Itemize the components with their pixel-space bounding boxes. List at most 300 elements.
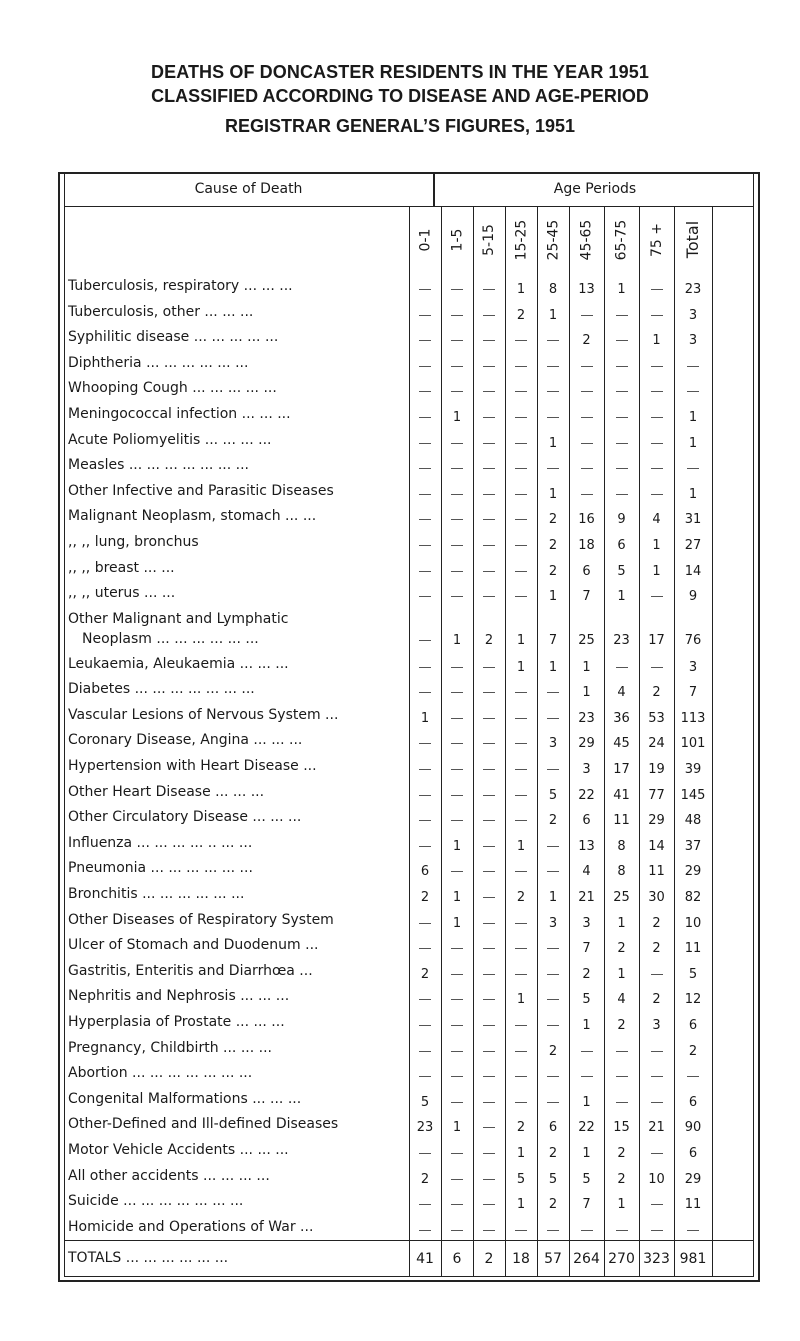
table-cell <box>441 1069 473 1084</box>
empty-dash <box>687 391 699 392</box>
table-cell <box>569 359 604 374</box>
empty-dash <box>547 1230 559 1231</box>
empty-dash <box>581 366 593 367</box>
table-cell: 1 <box>548 307 558 323</box>
table-cell: 2 <box>688 1043 698 1059</box>
table-cell: 1 <box>548 435 558 451</box>
table-cell: 29 <box>648 813 665 829</box>
table-cell: 6 <box>688 1018 698 1033</box>
table-cell: 29 <box>578 736 595 752</box>
table-cell: 1 <box>582 1094 591 1110</box>
table-cell <box>473 992 505 1007</box>
totals-cell: 6 <box>452 1251 462 1267</box>
cause-text: Vascular Lesions of Nervous System ... <box>68 706 339 723</box>
table-cell <box>473 890 505 905</box>
table-cell <box>441 1095 473 1110</box>
table-cell <box>441 1044 473 1059</box>
table-cell: 22 <box>578 1120 595 1136</box>
empty-dash <box>651 1076 663 1077</box>
empty-dash <box>515 871 527 872</box>
table-cell <box>537 1223 569 1238</box>
table-cell: 2 <box>617 941 626 957</box>
cause-text: Homicide and Operations of War ... <box>68 1218 314 1235</box>
table-cell: 2 <box>582 333 591 349</box>
empty-dash <box>651 667 663 668</box>
table-cell <box>473 1146 505 1161</box>
cause-text: Other Infective and Parasitic Diseases <box>68 482 334 499</box>
table-cell: 25 <box>578 632 595 648</box>
cause-label <box>68 784 408 800</box>
table-cell <box>473 333 505 348</box>
table-cell <box>441 864 473 879</box>
table-cell: 2 <box>420 1171 430 1187</box>
empty-dash <box>687 1230 699 1231</box>
table-cell <box>569 1069 604 1084</box>
table-cell: 1 <box>452 410 462 425</box>
table-cell <box>473 487 505 502</box>
table-cell: 2 <box>420 966 430 982</box>
table-cell <box>505 359 537 374</box>
column-header <box>569 207 604 272</box>
table-cell <box>505 589 537 604</box>
empty-dash <box>651 1102 663 1103</box>
table-cell <box>505 436 537 451</box>
table-cell: 9 <box>688 589 698 605</box>
column-header-label: 1-5 <box>449 228 465 251</box>
table-cell <box>409 1044 441 1059</box>
table-cell <box>473 308 505 323</box>
table-cell: 2 <box>516 307 526 323</box>
column-header-label: 75 + <box>648 222 665 257</box>
empty-dash <box>451 1102 463 1103</box>
table-cell: 1 <box>688 486 698 502</box>
empty-dash <box>616 1102 628 1103</box>
table-cell <box>409 992 441 1007</box>
table-cell: 6 <box>582 563 591 579</box>
table-cell: 2 <box>548 1146 558 1161</box>
empty-dash <box>651 366 663 367</box>
table-cell <box>473 1120 505 1135</box>
table-cell: 2 <box>420 890 430 905</box>
table-cell <box>473 436 505 451</box>
cause-text: Suicide ... ... ... ... ... ... ... <box>68 1193 244 1210</box>
empty-dash <box>451 468 463 469</box>
empty-dash <box>483 366 495 367</box>
empty-dash <box>616 366 628 367</box>
table-cell <box>441 1197 473 1212</box>
table-cell <box>505 813 537 828</box>
table-cell <box>441 1018 473 1033</box>
table-cell: 11 <box>648 864 665 880</box>
table-cell <box>441 660 473 675</box>
empty-dash <box>547 468 559 469</box>
cause-text: Congenital Malformations ... ... ... <box>68 1090 302 1107</box>
table-cell <box>639 436 674 451</box>
table-cell <box>409 589 441 604</box>
table-cell <box>639 1197 674 1212</box>
empty-dash <box>451 1076 463 1077</box>
table-cell <box>409 941 441 956</box>
empty-dash <box>515 769 527 770</box>
empty-dash <box>515 468 527 469</box>
empty-dash <box>419 417 431 418</box>
empty-dash <box>451 948 463 949</box>
table-cell <box>604 461 639 476</box>
table-cell: 3 <box>548 736 558 752</box>
empty-dash <box>451 315 463 316</box>
table-cell: 1 <box>452 632 462 648</box>
table-cell: 25 <box>613 890 630 905</box>
empty-dash <box>483 289 495 290</box>
table-cell: 29 <box>684 1171 702 1187</box>
empty-dash <box>419 571 431 572</box>
empty-dash <box>651 596 663 597</box>
cause-text: Tuberculosis, respiratory ... ... ... <box>68 278 293 294</box>
table-cell: 23 <box>578 710 595 726</box>
table-cell <box>409 487 441 502</box>
empty-dash <box>515 340 527 341</box>
empty-dash <box>483 974 495 975</box>
empty-dash <box>651 494 663 495</box>
table-cell: 5 <box>582 992 591 1008</box>
empty-dash <box>515 718 527 719</box>
column-header-label: Total <box>683 220 703 259</box>
table-cell: 1 <box>516 632 526 648</box>
cause-label <box>68 1116 408 1132</box>
table-cell: 1 <box>516 992 526 1008</box>
table-cell <box>409 660 441 675</box>
table-cell: 2 <box>652 992 661 1008</box>
column-header <box>674 207 712 272</box>
cause-label <box>68 611 408 647</box>
cause-label <box>68 304 408 320</box>
cause-text: ,, ,, uterus ... ... <box>68 585 176 602</box>
empty-dash <box>419 923 431 924</box>
table-cell <box>639 1146 674 1161</box>
table-cell <box>409 282 441 297</box>
cause-text: ,, ,, breast ... ... <box>68 559 175 576</box>
empty-dash <box>451 795 463 796</box>
table-cell <box>639 967 674 982</box>
table-cell: 2 <box>548 813 558 829</box>
table-cell: 1 <box>582 685 591 701</box>
table-cell <box>505 916 537 931</box>
empty-dash <box>547 417 559 418</box>
empty-dash <box>483 443 495 444</box>
table-cell <box>409 436 441 451</box>
column-header-label: 45-65 <box>578 219 595 260</box>
table-cell <box>473 685 505 700</box>
empty-dash <box>547 999 559 1000</box>
table-cell: 2 <box>548 512 558 528</box>
empty-dash <box>616 417 628 418</box>
empty-dash <box>651 289 663 290</box>
table-cell <box>473 589 505 604</box>
table-cell: 1 <box>548 659 558 675</box>
table-cell <box>409 1069 441 1084</box>
table-cell <box>473 788 505 803</box>
column-header <box>639 207 674 272</box>
table-cell <box>604 359 639 374</box>
table-cell: 5 <box>420 1094 430 1110</box>
table-cell: 4 <box>652 512 661 528</box>
table-cell: 6 <box>582 813 591 829</box>
table-cell <box>505 788 537 803</box>
table-cell <box>505 711 537 726</box>
table-cell: 90 <box>684 1120 702 1136</box>
cause-text: ,, ,, lung, bronchus <box>68 534 199 550</box>
table-cell: 1 <box>516 659 526 675</box>
table-cell: 17 <box>648 632 665 648</box>
table-cell <box>473 711 505 726</box>
empty-dash <box>616 1076 628 1077</box>
empty-dash <box>419 340 431 341</box>
empty-dash <box>515 923 527 924</box>
table-cell: 2 <box>548 563 558 579</box>
table-cell <box>441 589 473 604</box>
table-cell <box>409 333 441 348</box>
table-cell: 22 <box>578 787 595 803</box>
empty-dash <box>483 1230 495 1231</box>
table-cell <box>409 564 441 579</box>
column-header <box>441 207 473 272</box>
table-cell <box>473 1044 505 1059</box>
empty-dash <box>419 999 431 1000</box>
table-cell: 6 <box>688 1094 698 1110</box>
cause-label <box>68 560 408 576</box>
age-periods-header: Age Periods <box>433 172 755 206</box>
empty-dash <box>616 391 628 392</box>
table-cell: 1 <box>548 890 558 905</box>
table-cell <box>505 941 537 956</box>
empty-dash <box>451 1204 463 1205</box>
empty-dash <box>419 769 431 770</box>
empty-dash <box>419 948 431 949</box>
totals-cell: 981 <box>679 1251 707 1267</box>
table-cell <box>639 384 674 399</box>
cause-label <box>68 1065 408 1081</box>
table-cell <box>473 1069 505 1084</box>
empty-dash <box>419 1051 431 1052</box>
table-cell: 1 <box>516 1146 526 1161</box>
table-cell <box>473 359 505 374</box>
empty-dash <box>419 846 431 847</box>
table-cell: 1 <box>652 333 661 349</box>
table-cell: 23 <box>613 632 630 648</box>
table-cell: 7 <box>582 941 591 957</box>
cause-text-continued: Neoplasm ... ... ... ... ... ... <box>82 630 259 647</box>
table-cell: 1 <box>452 1120 462 1136</box>
table-cell: 113 <box>680 710 706 726</box>
table-cell: 4 <box>582 864 591 880</box>
empty-dash <box>451 1051 463 1052</box>
table-cell: 1 <box>420 710 430 726</box>
table-cell <box>441 813 473 828</box>
table-cell: 5 <box>617 563 626 579</box>
table-cell <box>639 359 674 374</box>
empty-dash <box>483 315 495 316</box>
table-cell <box>537 711 569 726</box>
empty-dash <box>451 366 463 367</box>
table-cell: 7 <box>582 589 591 605</box>
table-cell <box>505 864 537 879</box>
empty-dash <box>419 366 431 367</box>
table-cell <box>473 813 505 828</box>
cause-text: Gastritis, Enteritis and Diarrhœa ... <box>68 962 313 979</box>
empty-dash <box>451 999 463 1000</box>
cause-label <box>68 457 408 473</box>
table-cell: 2 <box>652 685 661 701</box>
empty-dash <box>419 468 431 469</box>
table-cell <box>441 384 473 399</box>
empty-dash <box>483 519 495 520</box>
table-cell: 1 <box>548 486 558 502</box>
table-cell <box>409 813 441 828</box>
empty-dash <box>419 640 431 641</box>
totals-cell: 41 <box>416 1251 434 1267</box>
empty-dash <box>483 718 495 719</box>
table-cell <box>639 410 674 425</box>
title-line-1: DEATHS OF DONCASTER RESIDENTS IN THE YEAR 1951 <box>150 62 650 82</box>
table-cell <box>505 564 537 579</box>
table-cell: 145 <box>680 787 706 803</box>
empty-dash <box>547 366 559 367</box>
table-cell: 15 <box>613 1120 630 1136</box>
table-cell <box>569 1044 604 1059</box>
table-cell <box>505 685 537 700</box>
cause-label <box>68 483 408 499</box>
title-line-2: CLASSIFIED ACCORDING TO DISEASE AND AGE-PERIOD <box>151 86 649 106</box>
table-cell <box>505 967 537 982</box>
empty-dash <box>515 571 527 572</box>
table-cell <box>409 384 441 399</box>
table-cell: 1 <box>617 915 626 931</box>
table-cell: 21 <box>578 890 595 905</box>
cause-label <box>68 835 408 851</box>
empty-dash <box>581 443 593 444</box>
empty-dash <box>547 846 559 847</box>
table-cell <box>409 839 441 854</box>
table-cell <box>473 762 505 777</box>
empty-dash <box>515 974 527 975</box>
empty-dash <box>515 1076 527 1077</box>
table-cell <box>473 1095 505 1110</box>
empty-dash <box>451 820 463 821</box>
table-cell <box>409 1223 441 1238</box>
cause-text: Whooping Cough ... ... ... ... ... <box>68 380 277 397</box>
cause-label <box>68 329 408 345</box>
cause-label <box>68 656 408 672</box>
table-cell: 1 <box>617 1197 626 1213</box>
table-cell <box>473 1223 505 1238</box>
empty-dash <box>581 391 593 392</box>
empty-dash <box>483 795 495 796</box>
cause-label <box>68 1193 408 1209</box>
empty-dash <box>419 795 431 796</box>
table-cell <box>441 282 473 297</box>
empty-dash <box>687 1076 699 1077</box>
empty-dash <box>483 692 495 693</box>
table-cell: 4 <box>617 992 626 1008</box>
empty-dash <box>451 871 463 872</box>
empty-dash <box>581 468 593 469</box>
table-cell <box>604 436 639 451</box>
table-cell: 16 <box>578 512 595 528</box>
empty-dash <box>483 667 495 668</box>
cause-label <box>68 1014 408 1030</box>
cause-text: Syphilitic disease ... ... ... ... ... <box>68 329 279 346</box>
empty-dash <box>687 468 699 469</box>
empty-dash <box>616 340 628 341</box>
table-cell: 5 <box>688 966 698 982</box>
empty-dash <box>616 443 628 444</box>
table-cell: 6 <box>548 1120 558 1136</box>
empty-dash <box>651 1153 663 1154</box>
table-cell <box>505 512 537 527</box>
table-cell <box>674 359 712 374</box>
table-cell: 1 <box>452 838 462 854</box>
cause-text: Malignant Neoplasm, stomach ... ... <box>68 508 317 525</box>
cause-text: Nephritis and Nephrosis ... ... ... <box>68 988 290 1005</box>
table-cell: 1 <box>617 589 626 605</box>
table-cell <box>537 1069 569 1084</box>
cause-text: Hyperplasia of Prostate ... ... ... <box>68 1014 285 1030</box>
table-cell: 3 <box>548 915 558 931</box>
table-cell <box>505 1044 537 1059</box>
table-cell <box>441 512 473 527</box>
column-header <box>473 207 505 272</box>
cause-label <box>68 937 408 953</box>
table-cell: 8 <box>617 864 626 880</box>
empty-dash <box>483 1204 495 1205</box>
table-cell: 1 <box>516 838 526 854</box>
empty-dash <box>651 1230 663 1231</box>
empty-dash <box>651 417 663 418</box>
empty-dash <box>547 1025 559 1026</box>
table-cell: 18 <box>578 538 595 553</box>
empty-dash <box>451 443 463 444</box>
table-cell: 1 <box>617 966 626 982</box>
empty-dash <box>419 1204 431 1205</box>
table-cell <box>604 1044 639 1059</box>
cause-label <box>68 406 408 422</box>
table-cell <box>473 512 505 527</box>
table-cell <box>505 461 537 476</box>
table-cell <box>473 564 505 579</box>
table-cell <box>674 1223 712 1238</box>
cause-text: Other Diseases of Respiratory System <box>68 911 334 928</box>
empty-dash <box>419 667 431 668</box>
table-cell <box>473 916 505 931</box>
table-cell <box>409 1197 441 1212</box>
empty-dash <box>483 999 495 1000</box>
table-cell <box>441 992 473 1007</box>
table-cell: 7 <box>688 685 698 701</box>
empty-dash <box>581 1230 593 1231</box>
cause-label <box>68 432 408 448</box>
table-cell <box>473 864 505 879</box>
empty-dash <box>515 545 527 546</box>
empty-dash <box>547 340 559 341</box>
empty-dash <box>483 1179 495 1180</box>
table-cell <box>537 941 569 956</box>
table-cell <box>409 410 441 425</box>
cause-text: Pneumonia ... ... ... ... ... ... <box>68 860 253 877</box>
empty-dash <box>451 1153 463 1154</box>
empty-dash <box>419 289 431 290</box>
empty-dash <box>451 494 463 495</box>
table-cell <box>604 308 639 323</box>
